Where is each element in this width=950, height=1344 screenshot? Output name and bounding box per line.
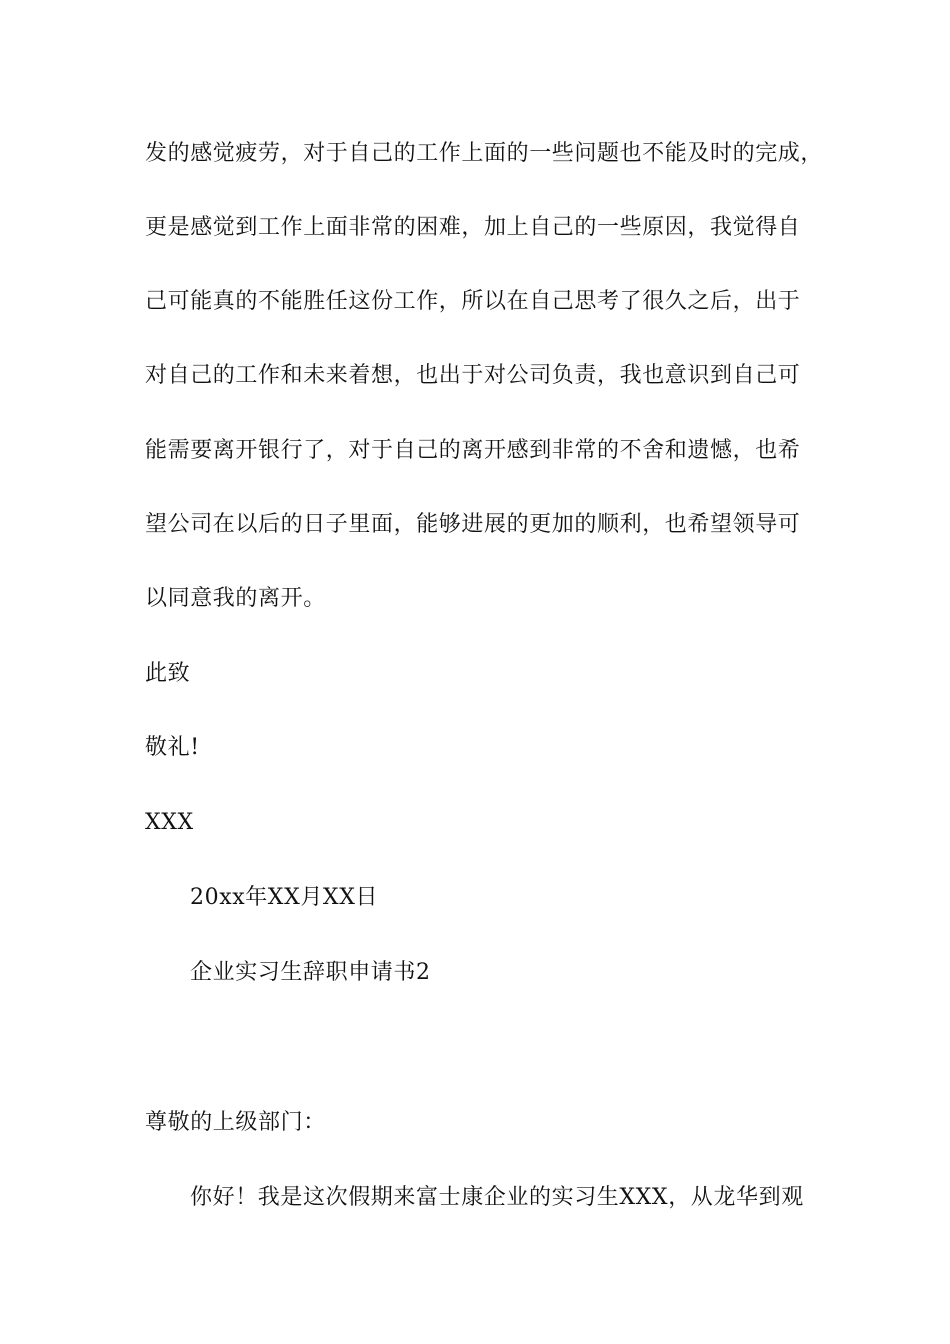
body-text-line: 望公司在以后的日子里面，能够进展的更加的顺利，也希望领导可 [145,512,801,537]
body-text-line: 发的感觉疲劳，对于自己的工作上面的一些问题也不能及时的完成， [145,141,824,166]
body-text-line: 能需要离开银行了，对于自己的离开感到非常的不舍和遗憾，也希 [145,438,801,463]
signature: XXX [145,810,194,835]
date-line: 20xx年XX月XX日 [190,885,379,910]
closing-line-1: 此致 [145,661,191,686]
salutation: 尊敬的上级部门： [145,1110,326,1135]
body-text-line: 对自己的工作和未来着想，也出于对公司负责，我也意识到自己可 [145,363,801,388]
body-text-line: 你好！我是这次假期来富士康企业的实习生XXX，从龙华到观 [190,1185,804,1210]
section-title: 企业实习生辞职申请书2 [190,960,431,985]
closing-line-2: 敬礼! [145,735,200,760]
body-text-line: 己可能真的不能胜任这份工作，所以在自己思考了很久之后，出于 [145,289,801,314]
body-text-line: 更是感觉到工作上面非常的困难，加上自己的一些原因，我觉得自 [145,215,801,240]
body-text-line: 以同意我的离开。 [145,586,326,611]
